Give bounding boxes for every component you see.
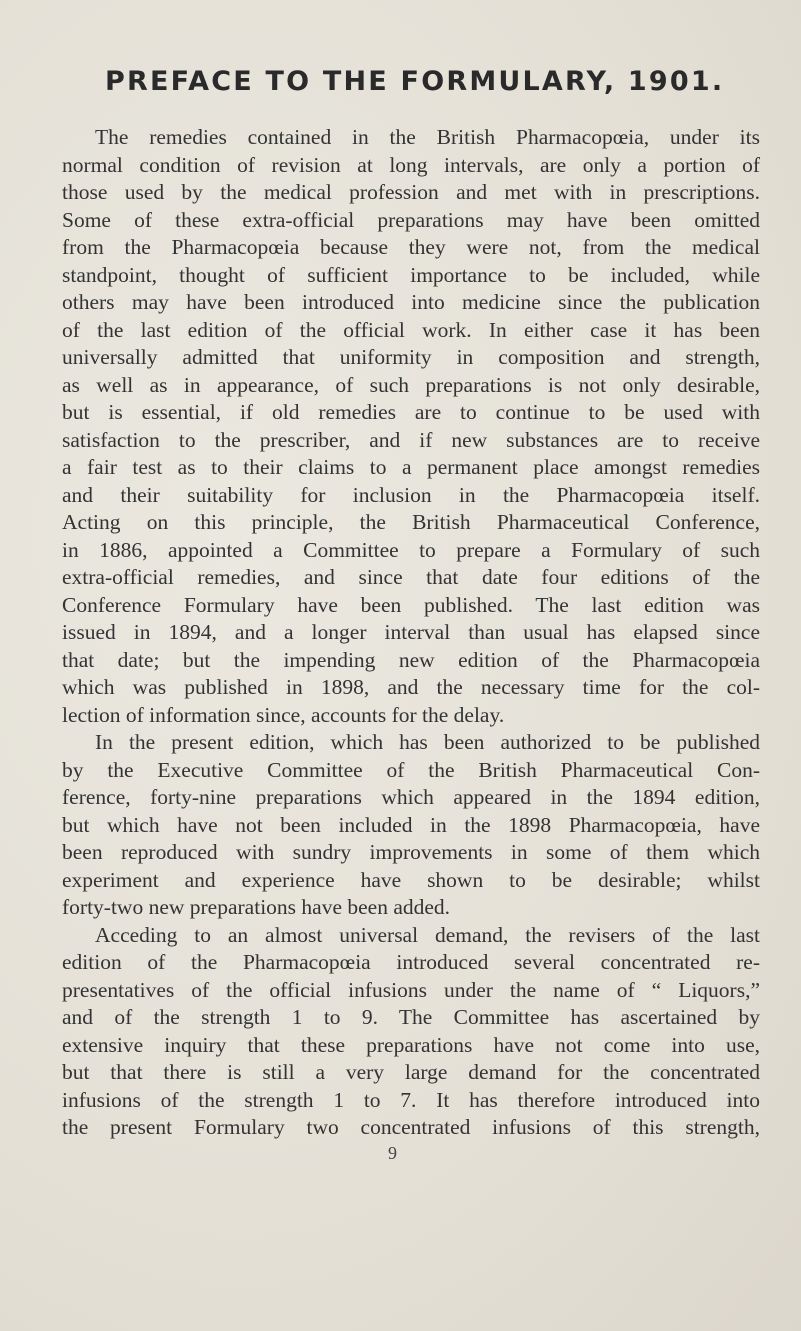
text-line: the present Formulary two concentrated infusions of this strength,: [62, 1115, 760, 1139]
text-line: normal condition of revision at long intervals, are only a portion of: [62, 152, 760, 177]
text-line: issued in 1894, and a longer interval than usual has elapsed since: [62, 620, 760, 644]
text-line: Acceding to an almost universal demand, the revisers of the last: [95, 922, 760, 947]
text-line: experiment and experience have shown to be desirable; whilst: [62, 867, 760, 892]
text-line: In the present edition, which has been authorized to be published: [95, 730, 760, 754]
text-line: lection of information since, accounts for the delay.: [62, 702, 505, 727]
page-title: PREFACE TO THE FORMULARY, 1901.: [105, 66, 725, 97]
text-line: that date; but the impending new edition of the Pharmacopœia: [62, 647, 760, 672]
text-line: those used by the medical profession and met with in prescriptions.: [62, 180, 760, 204]
page-number: 9: [388, 1143, 397, 1163]
text-line: extensive inquiry that these preparations have not come into use,: [62, 1032, 760, 1057]
text-line: by the Executive Committee of the British Pharmaceutical Con-: [62, 757, 760, 782]
text-line: Conference Formulary have been published. The last edition was: [62, 592, 760, 617]
text-line: edition of the Pharmacopœia introduced several concentrated re-: [62, 950, 760, 974]
text-line: presentatives of the official infusions under the name of “ Liquors,”: [62, 977, 760, 1002]
text-line: a fair test as to their claims to a permanent place amongst remedies: [62, 455, 760, 479]
text-line: and of the strength 1 to 9. The Committee has ascertained by: [62, 1005, 760, 1029]
text-line: and their suitability for inclusion in the Pharmacopœia itself.: [62, 482, 760, 507]
text-line: satisfaction to the prescriber, and if new substances are to receive: [62, 427, 760, 452]
text-line: ference, forty-nine preparations which appeared in the 1894 edition,: [62, 785, 760, 809]
text-line: Acting on this principle, the British Pharmaceutical Conference,: [62, 510, 760, 534]
text-line: but that there is still a very large demand for the concentrated: [62, 1060, 760, 1084]
text-line: extra-official remedies, and since that date four editions of the: [62, 565, 760, 589]
text-line: The remedies contained in the British Pharmacopœia, under its: [95, 125, 760, 149]
text-line: but which have not been included in the 1898 Pharmacopœia, have: [62, 812, 760, 837]
text-line: but is essential, if old remedies are to continue to be used with: [62, 400, 760, 424]
text-line: others may have been introduced into medicine since the publication: [62, 290, 760, 314]
text-line: which was published in 1898, and the necessary time for the col-: [62, 675, 760, 699]
text-line: forty-two new preparations have been added.: [62, 895, 451, 919]
text-line: universally admitted that uniformity in composition and strength,: [62, 345, 760, 369]
body-text: [62, 124, 760, 1142]
text-line: of the last edition of the official work. In either case it has been: [62, 317, 760, 342]
text-line: as well as in appearance, of such preparations is not only desirable,: [62, 372, 760, 397]
text-line: in 1886, appointed a Committee to prepare a Formulary of such: [62, 537, 760, 562]
text-line: from the Pharmacopœia because they were not, from the medical: [62, 235, 760, 259]
text-line: standpoint, thought of sufficient importance to be included, while: [62, 262, 760, 287]
text-line: infusions of the strength 1 to 7. It has therefore introduced into: [62, 1087, 760, 1112]
text-line: Some of these extra-official preparations may have been omitted: [62, 207, 760, 232]
text-line: been reproduced with sundry improvements in some of them which: [62, 840, 760, 864]
